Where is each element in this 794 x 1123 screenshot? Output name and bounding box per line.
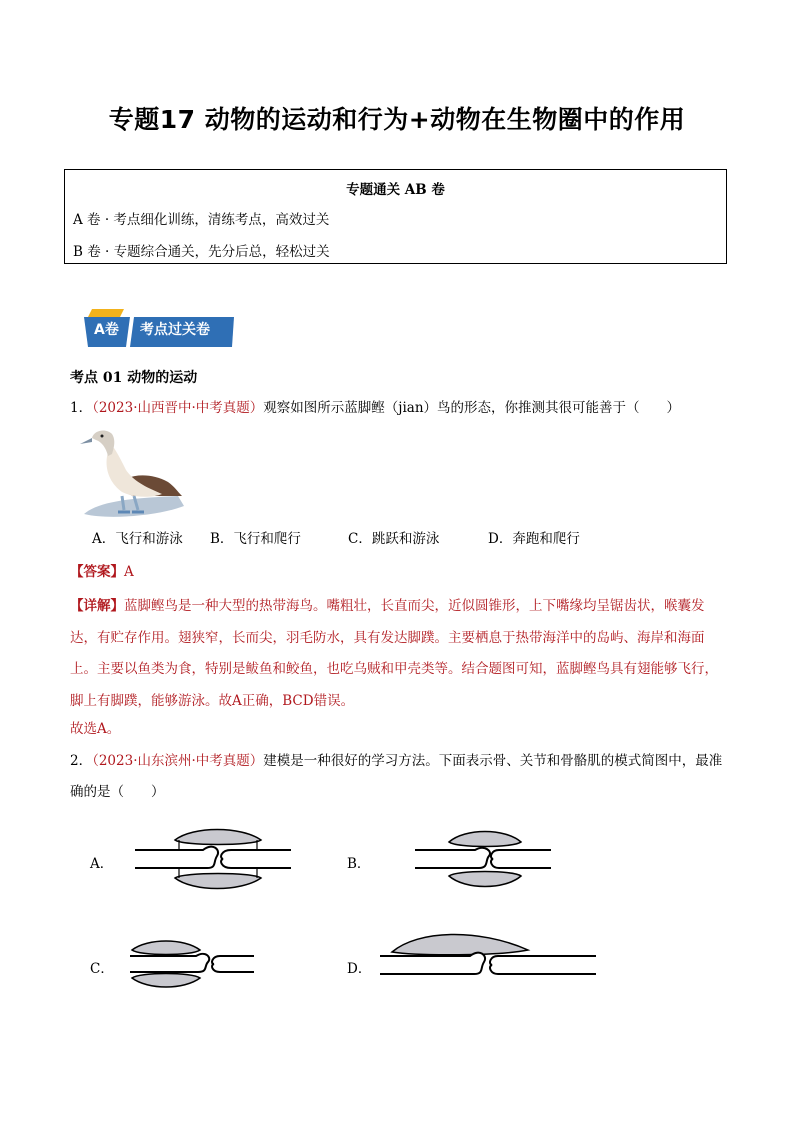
q1-conclusion: 故选A。 [70, 721, 121, 737]
answer-value: A [124, 564, 134, 580]
q2-option-d-label: D． [347, 961, 372, 977]
info-box-line-b: B 卷 · 专题综合通关，先分后总，轻松过关 [73, 244, 330, 260]
info-box-line-a: A 卷 · 考点细化训练，清练考点，高效过关 [73, 212, 330, 228]
info-box-heading: 专题通关 AB 卷 [346, 182, 445, 198]
q2-source: （2023·山东滨州·中考真题） [92, 753, 264, 769]
joint-diagram-b [413, 828, 553, 890]
q1-number: 1． [70, 400, 93, 416]
q1-option-c: C．跳跃和游泳 [348, 531, 440, 547]
joint-diagram-d [378, 926, 598, 988]
q1-text: 观察如图所示蓝脚鲣（jian）鸟的形态，你推测其很可能善于（ ） [263, 400, 681, 416]
q2-option-b-label: B． [347, 856, 371, 872]
q1-source: （2023·山西晋中·中考真题） [92, 400, 264, 416]
joint-diagram-a [133, 828, 293, 890]
joint-diagram-c [128, 936, 256, 992]
q1-answer [70, 560, 134, 580]
blue-footed-booby-image [78, 426, 186, 520]
q2-option-c-label: C． [90, 961, 114, 977]
q1-options [92, 527, 580, 547]
q2-option-a-label: A． [90, 856, 114, 872]
answer-tag: 【答案】 [70, 564, 124, 580]
q1-explanation [70, 591, 730, 717]
section-banner [84, 309, 236, 349]
q1-option-a: A．飞行和游泳 [92, 531, 183, 547]
explain-tag: 【详解】 [70, 598, 124, 614]
topic-heading: 考点 01 动物的运动 [70, 370, 198, 386]
q1-option-d: D．奔跑和爬行 [488, 531, 580, 547]
banner-label-b: 考点过关卷 [140, 322, 210, 338]
explain-text: 蓝脚鲣鸟是一种大型的热带海鸟。嘴粗壮，长直而尖，近似圆锥形，上下嘴缘均呈锯齿状，喉囊发达，有贮存作用。翅狭窄，长而尖，羽毛防水，具有发达脚蹼。主要栖息于热带海洋中的岛屿、海岸和海面上。主要以鱼类为食，特别是鲅鱼和鲛鱼，也吃乌贼和甲壳类等。结合题图可知，蓝脚鲣鸟具有翅能够飞行，脚上有脚蹼，能够游泳。故A正确，BCD错误。 [70, 598, 718, 709]
q2-number: 2． [70, 753, 93, 769]
question-1 [70, 393, 730, 424]
q2-text: 建模是一种很好的学习方法。下面表示骨、关节和骨骼肌的模式简图中，最准确的是（ ） [70, 753, 723, 800]
q1-option-b: B．飞行和爬行 [210, 531, 301, 547]
question-2 [70, 746, 732, 808]
info-box [64, 169, 727, 264]
page-title: 专题17 动物的运动和行为+动物在生物圈中的作用 [108, 105, 686, 134]
banner-label-a: A卷 [94, 322, 119, 338]
